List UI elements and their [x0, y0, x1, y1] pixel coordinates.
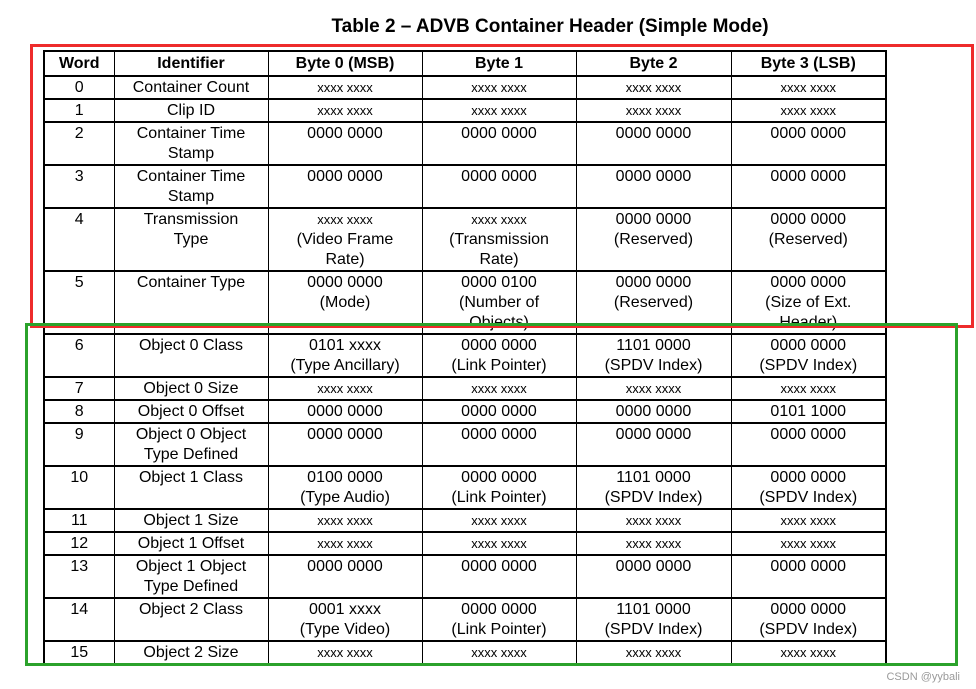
cell-line: xxxx xxxx — [317, 513, 373, 528]
cell-line: Object 1 Object — [135, 558, 247, 575]
cell-line: Container Time — [136, 168, 246, 185]
cell-line: xxxx xxxx — [471, 212, 527, 227]
column-header-byte0: Byte 0 (MSB) — [268, 51, 422, 76]
cell-line: (SPDV Index) — [759, 621, 858, 638]
word-cell: 7 — [44, 377, 114, 400]
cell-line: (SPDV Index) — [604, 357, 703, 374]
cell-line: xxxx xxxx — [625, 645, 682, 660]
cell-line: xxxx xxxx — [317, 536, 373, 551]
cell-line: Container Type — [136, 274, 246, 291]
cell-line: 0000 0000 — [770, 274, 847, 291]
cell-line: xxxx xxxx — [780, 536, 837, 551]
cell-line: xxxx xxxx — [317, 80, 373, 95]
word-cell: 11 — [44, 509, 114, 532]
cell-line: (SPDV Index) — [759, 489, 858, 506]
cell-line: Rate) — [325, 251, 365, 268]
cell-line: Stamp — [167, 188, 215, 205]
cell-line: 1101 0000 — [616, 601, 691, 618]
cell-line: xxxx xxxx — [780, 513, 837, 528]
cell-line: (SPDV Index) — [759, 357, 858, 374]
cell-line: Transmission — [143, 211, 239, 228]
cell-line: 0000 0000 — [770, 125, 847, 142]
cell-line: Object 0 Offset — [137, 403, 245, 420]
cell-line: (Type Video) — [299, 621, 391, 638]
cell-line: 0000 0000 — [461, 168, 537, 185]
column-header-identifier: Identifier — [114, 51, 268, 76]
cell-line: Object 1 Size — [143, 512, 239, 529]
cell-line: 0001 xxxx — [308, 601, 382, 618]
cell-line: xxxx xxxx — [317, 103, 373, 118]
word-cell: 10 — [44, 466, 114, 509]
cell-line: Stamp — [167, 145, 215, 162]
word-cell: 12 — [44, 532, 114, 555]
cell-line: (Reserved) — [768, 231, 848, 248]
cell-line: 0000 0000 — [461, 337, 537, 354]
cell-line: 0000 0000 — [615, 125, 692, 142]
cell-line: 0000 0000 — [615, 558, 692, 575]
column-header-word: Word — [44, 51, 114, 76]
cell-line: 0000 0000 — [770, 168, 847, 185]
cell-line: 0000 0000 — [615, 168, 692, 185]
column-header-byte1: Byte 1 — [422, 51, 576, 76]
cell-line: 0000 0000 — [615, 426, 692, 443]
cell-line: xxxx xxxx — [625, 80, 682, 95]
cell-line: xxxx xxxx — [471, 103, 527, 118]
cell-line: 1101 0000 — [616, 469, 691, 486]
cell-line: 0000 0000 — [770, 469, 847, 486]
word-cell: 14 — [44, 598, 114, 641]
word-cell: 1 — [44, 99, 114, 122]
cell-line: Object 2 Size — [143, 644, 239, 661]
cell-line: Object 0 Object — [135, 426, 247, 443]
cell-line: 0000 0000 — [307, 125, 383, 142]
cell-line: Type Defined — [143, 578, 239, 595]
cell-line: xxxx xxxx — [471, 536, 527, 551]
cell-line: (Mode) — [319, 294, 371, 311]
cell-line: Object 0 Class — [138, 337, 244, 354]
cell-line: Object 1 Offset — [137, 535, 245, 552]
cell-line: 0000 0000 — [307, 403, 383, 420]
cell-line: (Reserved) — [613, 294, 694, 311]
cell-line: (Size of Ext. — [765, 294, 852, 311]
cell-line: 0101 xxxx — [308, 337, 382, 354]
highlight-box-container-fields — [30, 44, 974, 328]
cell-line: xxxx xxxx — [780, 645, 837, 660]
cell-line: (Transmission — [449, 231, 549, 248]
cell-line: Header) — [779, 314, 838, 331]
cell-line: 0000 0000 — [461, 125, 537, 142]
cell-line: (SPDV Index) — [604, 489, 703, 506]
word-cell: 9 — [44, 423, 114, 466]
cell-line: (Link Pointer) — [451, 489, 547, 506]
word-cell: 2 — [44, 122, 114, 165]
cell-line: 0000 0000 — [615, 403, 692, 420]
cell-line: xxxx xxxx — [317, 381, 373, 396]
word-cell: 0 — [44, 76, 114, 99]
cell-line: xxxx xxxx — [625, 381, 682, 396]
cell-line: xxxx xxxx — [471, 381, 527, 396]
cell-line: (Type Audio) — [300, 489, 390, 506]
cell-line: xxxx xxxx — [471, 645, 527, 660]
cell-line: (Link Pointer) — [451, 357, 547, 374]
column-header-byte2: Byte 2 — [576, 51, 731, 76]
cell-line: 0101 1000 — [770, 403, 847, 420]
cell-line: 0000 0000 — [770, 558, 847, 575]
watermark: CSDN @yybali — [886, 671, 960, 683]
cell-line: xxxx xxxx — [780, 80, 837, 95]
cell-line: 0000 0100 — [461, 274, 537, 291]
cell-line: 0100 0000 — [307, 469, 383, 486]
cell-line: (Video Frame — [296, 231, 394, 248]
cell-line: Objects) — [469, 314, 529, 331]
cell-line: 0000 0000 — [307, 426, 383, 443]
cell-line: Clip ID — [166, 102, 215, 119]
cell-line: Container Time — [136, 125, 246, 142]
cell-line: 0000 0000 — [461, 601, 537, 618]
table-title: Table 2 – ADVB Container Header (Simple Mode) — [331, 16, 769, 37]
cell-line: Type Defined — [143, 446, 239, 463]
cell-line: xxxx xxxx — [625, 513, 682, 528]
cell-line: Object 2 Class — [138, 601, 244, 618]
cell-line: 0000 0000 — [307, 168, 383, 185]
cell-line: Object 1 Class — [138, 469, 244, 486]
cell-line: 0000 0000 — [461, 403, 537, 420]
word-cell: 4 — [44, 208, 114, 271]
cell-line: (Type Ancillary) — [290, 357, 400, 374]
word-cell: 8 — [44, 400, 114, 423]
cell-line: 0000 0000 — [461, 469, 537, 486]
word-cell: 3 — [44, 165, 114, 208]
cell-line: 0000 0000 — [770, 211, 847, 228]
highlight-box-object-fields — [25, 323, 958, 666]
cell-line: (SPDV Index) — [604, 621, 703, 638]
cell-line: 1101 0000 — [616, 337, 691, 354]
column-header-byte3: Byte 3 (LSB) — [731, 51, 886, 76]
cell-line: 0000 0000 — [307, 558, 383, 575]
cell-line: (Link Pointer) — [451, 621, 547, 638]
cell-line: xxxx xxxx — [317, 212, 373, 227]
cell-line: xxxx xxxx — [780, 381, 837, 396]
cell-line: xxxx xxxx — [625, 536, 682, 551]
cell-line: 0000 0000 — [307, 274, 383, 291]
cell-line: Rate) — [479, 251, 519, 268]
word-cell: 15 — [44, 641, 114, 664]
cell-line: Object 0 Size — [143, 380, 239, 397]
cell-line: Container Count — [132, 79, 250, 96]
word-cell: 6 — [44, 334, 114, 377]
word-cell: 5 — [44, 271, 114, 334]
cell-line: 0000 0000 — [770, 426, 847, 443]
cell-line: 0000 0000 — [461, 426, 537, 443]
cell-line: 0000 0000 — [461, 558, 537, 575]
cell-line: Type — [173, 231, 209, 248]
cell-line: xxxx xxxx — [780, 103, 837, 118]
cell-line: xxxx xxxx — [471, 513, 527, 528]
cell-line: (Number of — [458, 294, 540, 311]
word-cell: 13 — [44, 555, 114, 598]
cell-line: xxxx xxxx — [471, 80, 527, 95]
cell-line: 0000 0000 — [615, 274, 692, 291]
cell-line: (Reserved) — [613, 231, 694, 248]
cell-line: 0000 0000 — [615, 211, 692, 228]
cell-line: xxxx xxxx — [625, 103, 682, 118]
cell-line: 0000 0000 — [770, 337, 847, 354]
cell-line: xxxx xxxx — [317, 645, 373, 660]
cell-line: 0000 0000 — [770, 601, 847, 618]
